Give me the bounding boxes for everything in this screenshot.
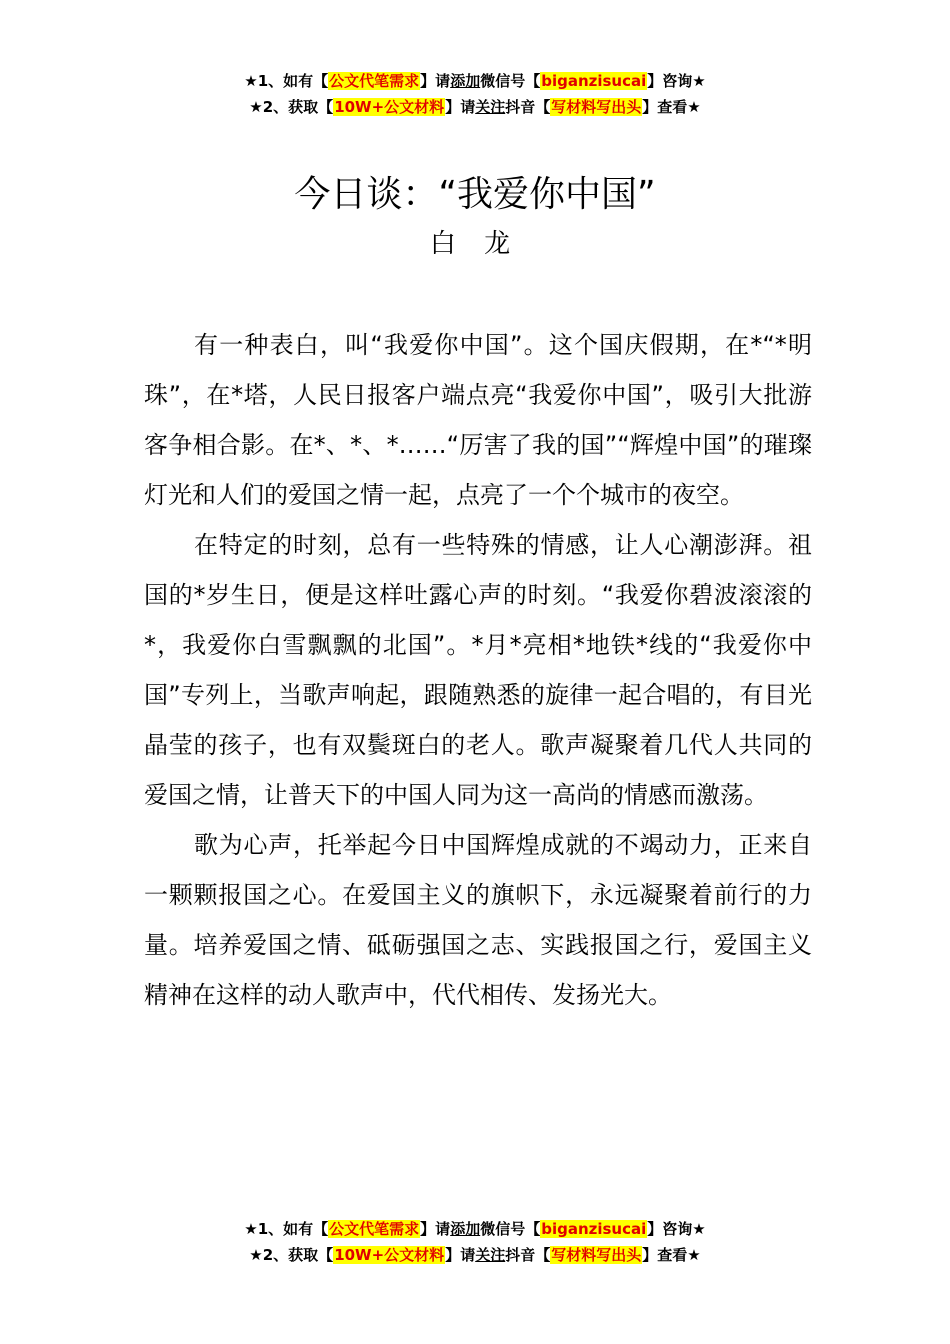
douyin-id-highlight: 写材料写出头 (551, 98, 642, 116)
document-title: 今日谈：“我爱你中国” (294, 174, 656, 215)
wechat-id-highlight: biganzisucai (541, 72, 647, 90)
service-highlight: 公文代笔需求 (329, 72, 420, 90)
header-banner (0, 68, 950, 120)
service-highlight: 公文代笔需求 (329, 1220, 420, 1238)
banner-line-2: ★2、获取【10W+公文材料】请关注抖音【写材料写出头】查看★ (249, 98, 701, 116)
paragraph: 歌为心声，托举起今日中国辉煌成就的不竭动力，正来自一颗颗报国之心。在爱国主义的旗帜下，永远凝聚着前行的力量。培养爱国之情、砥砺强国之志、实践报国之行，爱国主义精神在这样的动人歌声中，代代相传、发扬光大。 (144, 831, 812, 1009)
banner-line-2: ★2、获取【10W+公文材料】请关注抖音【写材料写出头】查看★ (249, 1246, 701, 1264)
douyin-id-highlight: 写材料写出头 (551, 1246, 642, 1264)
document-body (144, 320, 812, 1020)
document-author: 白 龙 (429, 229, 521, 259)
materials-highlight: 10W+公文材料 (334, 1246, 445, 1264)
banner-line-1: ★1、如有【公文代笔需求】请添加微信号【biganzisucai】咨询★ (244, 1220, 706, 1238)
materials-highlight: 10W+公文材料 (334, 98, 445, 116)
footer-banner (0, 1216, 950, 1268)
banner-line-1: ★1、如有【公文代笔需求】请添加微信号【biganzisucai】咨询★ (244, 72, 706, 90)
wechat-id-highlight: biganzisucai (541, 1220, 647, 1238)
paragraph: 在特定的时刻，总有一些特殊的情感，让人心潮澎湃。祖国的*岁生日，便是这样吐露心声的时刻。“我爱你碧波滚滚的*，我爱你白雪飘飘的北国”。*月*亮相*地铁*线的“我爱你中国”专列上，当歌声响起，跟随熟悉的旋律一起合唱的，有目光晶莹的孩子，也有双鬓斑白的老人。歌声凝聚着几代人共同的爱国之情，让普天下的中国人同为这一高尚的情感而激荡。 (144, 531, 812, 809)
paragraph: 有一种表白，叫“我爱你中国”。这个国庆假期，在*“*明珠”，在*塔，人民日报客户端点亮“我爱你中国”，吸引大批游客争相合影。在*、*、*……“厉害了我的国”“辉煌中国”的璀璨灯光和人们的爱国之情一起，点亮了一个个城市的夜空。 (144, 331, 812, 509)
